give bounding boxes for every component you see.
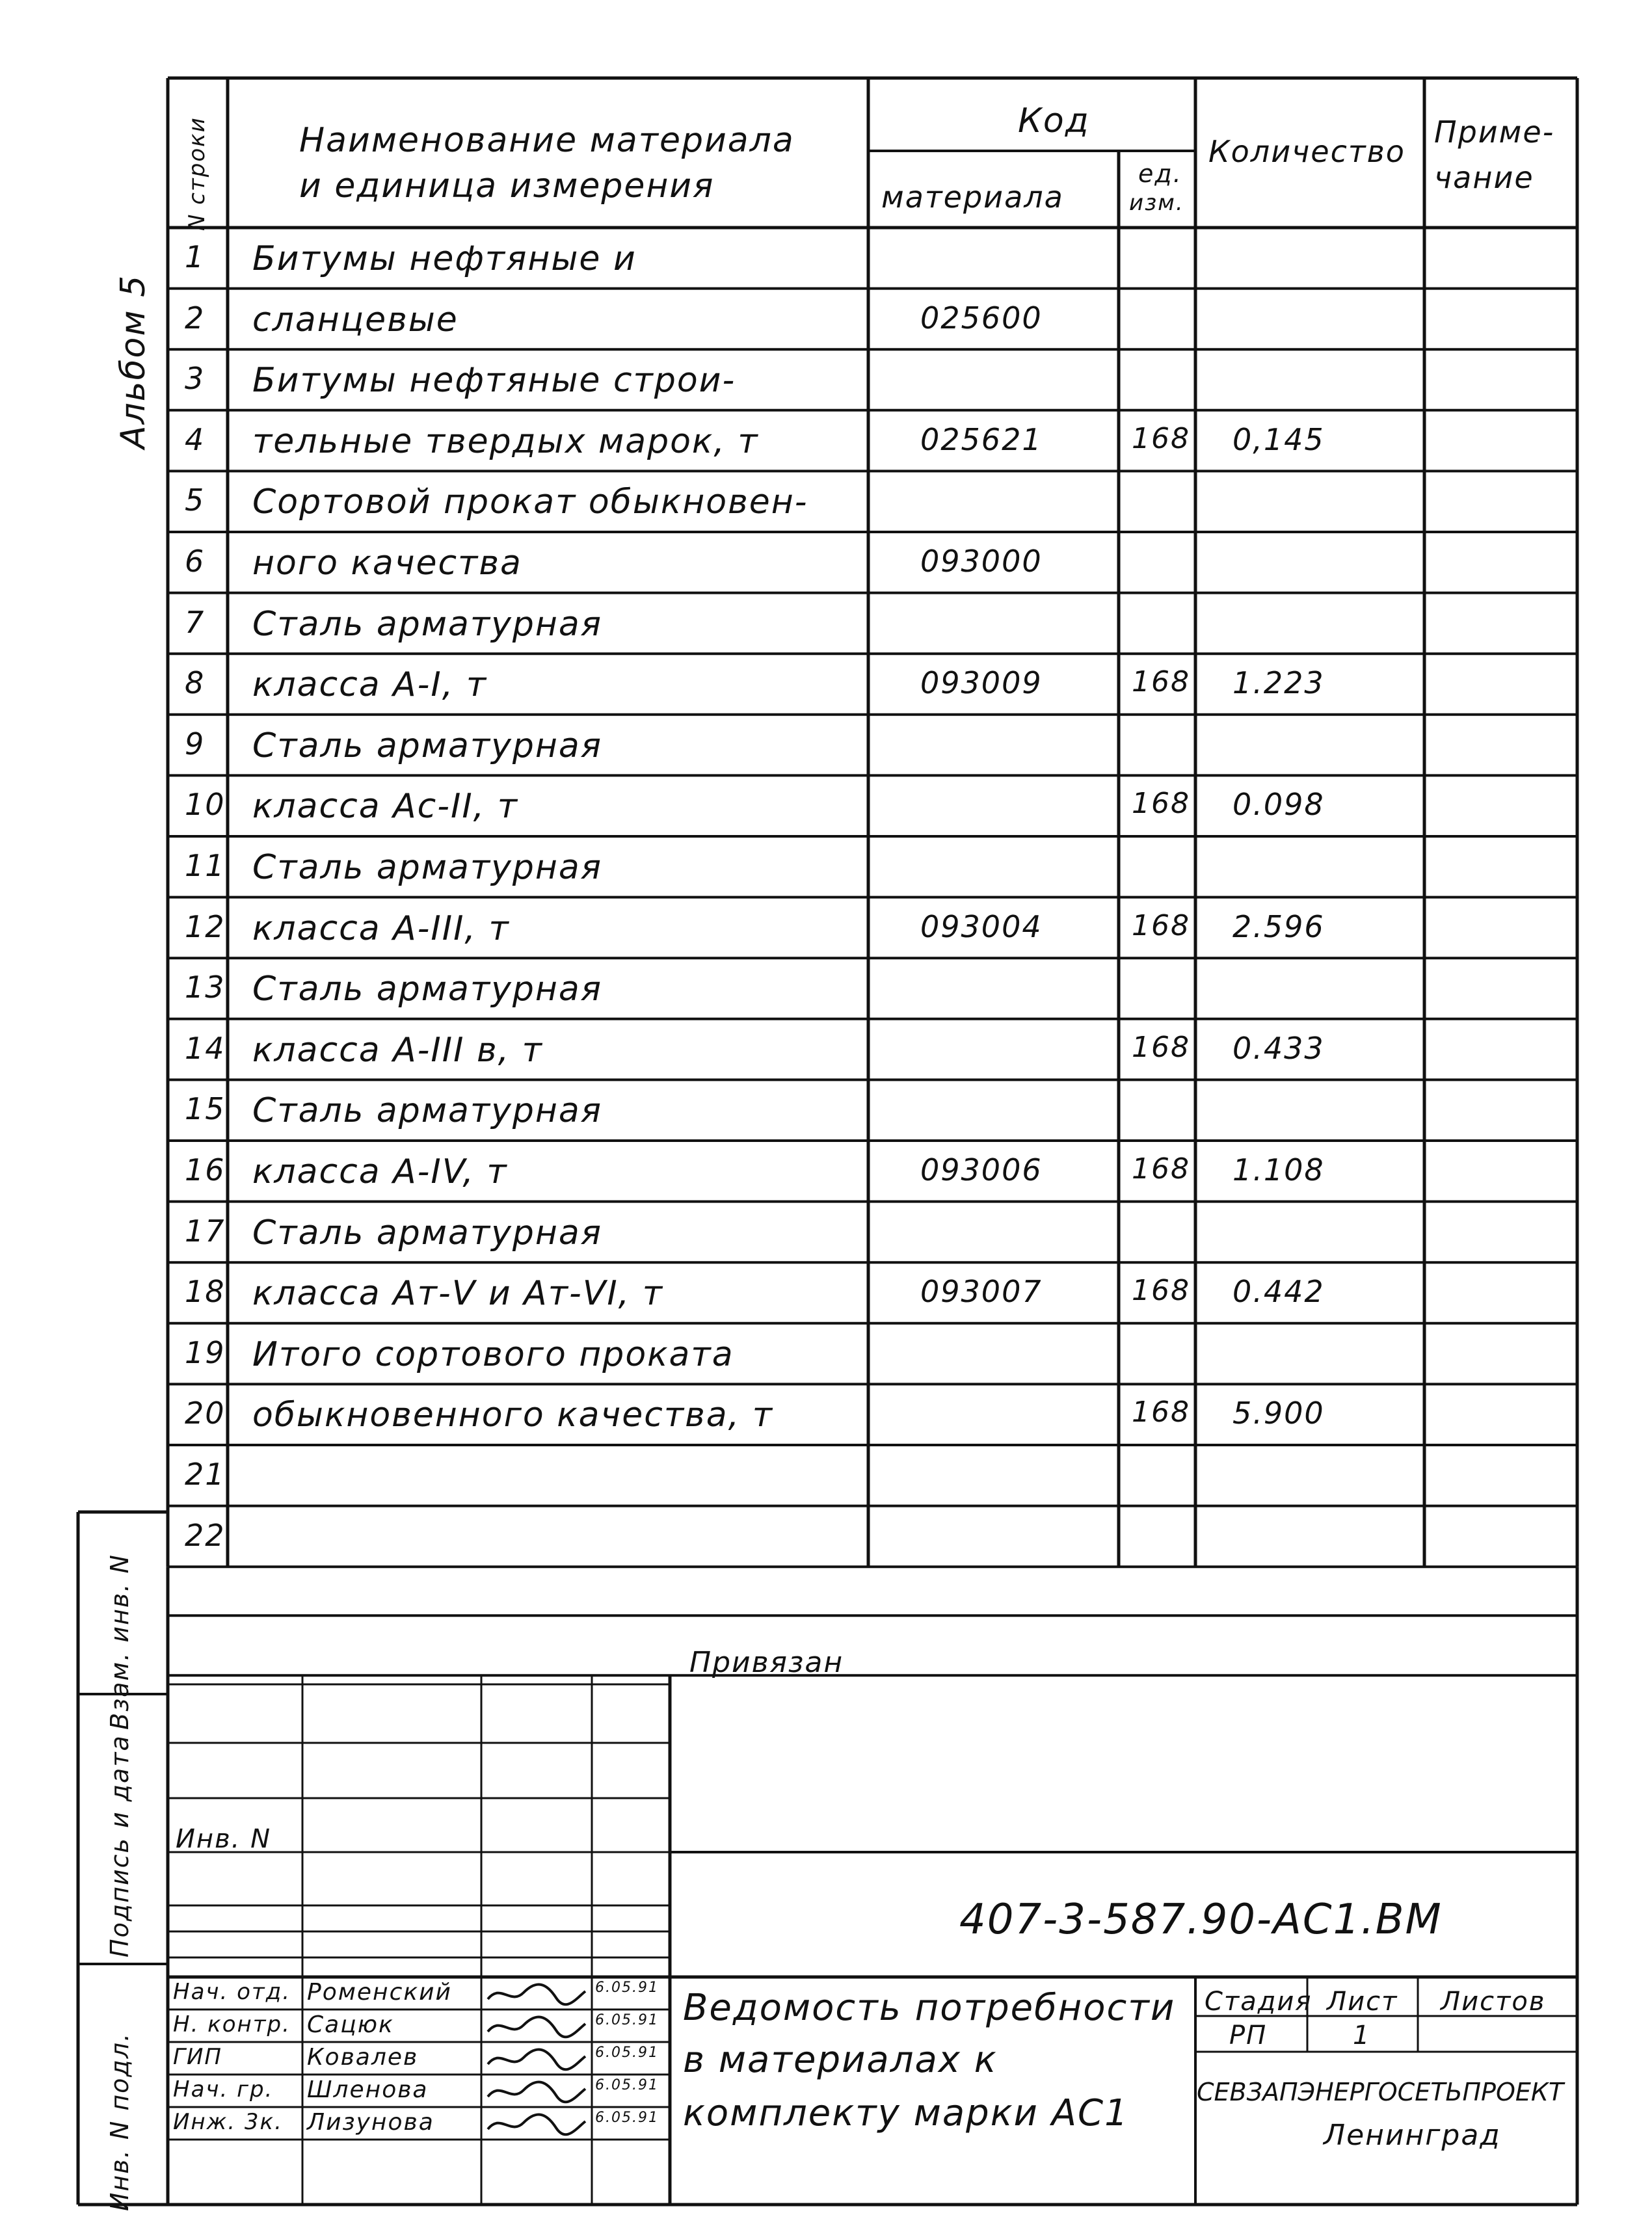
row-quantity: 1.223	[1232, 665, 1325, 701]
row-quantity: 2.596	[1232, 908, 1325, 944]
row-number: 8	[185, 665, 206, 701]
signer-date: 6.05.91	[595, 2045, 659, 2061]
row-quantity: 1.108	[1232, 1152, 1325, 1187]
row-material-name: Сталь арматурная	[252, 604, 603, 644]
row-material-name: класса Ат-V и Ат-VI, т	[252, 1274, 664, 1314]
row-number: 3	[185, 361, 206, 397]
document-code: 407-3-587.90-АС1.ВМ	[959, 1896, 1443, 1944]
signer-date: 6.05.91	[595, 1980, 659, 1996]
signer-role: Н. контр.	[173, 2011, 291, 2037]
row-number: 17	[185, 1213, 226, 1249]
row-number: 10	[185, 787, 226, 823]
row-number: 13	[185, 970, 226, 1005]
row-material-name: обыкновенного качества, т	[252, 1396, 774, 1435]
signature-mark	[485, 1980, 589, 2009]
row-material-name: Итого сортового проката	[252, 1334, 734, 1374]
row-number: 21	[185, 1457, 226, 1492]
row-number: 9	[185, 726, 206, 762]
row-unit-code: 168	[1132, 1396, 1190, 1429]
row-material-name: класса А-III в, т	[252, 1030, 543, 1070]
row-material-name: Сталь арматурная	[252, 848, 603, 887]
signer-role: ГИП	[173, 2044, 222, 2070]
header-note-line2: чание	[1434, 160, 1534, 195]
header-quantity: Количество	[1208, 134, 1406, 169]
side-label-podpis: Подпись и дата	[105, 1734, 134, 1957]
header-name-line1: Наименование материала	[299, 121, 795, 160]
header-code-group: Код	[1018, 101, 1090, 140]
row-material-code: 093004	[920, 908, 1043, 944]
row-material-name: класса А-III, т	[252, 908, 510, 948]
row-number: 15	[185, 1091, 226, 1127]
header-note-line1: Приме-	[1434, 114, 1555, 150]
row-material-code: 093006	[920, 1152, 1043, 1187]
row-material-name: класса А-IV, т	[252, 1152, 508, 1191]
signature-mark	[485, 2077, 589, 2107]
signer-role: Нач. отд.	[173, 1979, 291, 2005]
row-unit-code: 168	[1132, 787, 1190, 821]
row-material-name: Сталь арматурная	[252, 726, 603, 765]
row-number: 16	[185, 1152, 226, 1187]
signer-name: Шленова	[307, 2076, 429, 2103]
row-number: 20	[185, 1396, 226, 1431]
signer-name: Сацюк	[307, 2011, 394, 2038]
organization-city: Ленинград	[1324, 2119, 1501, 2152]
header-name-line2: и единица измерения	[299, 166, 715, 206]
signer-role: Инж. 3к.	[173, 2109, 283, 2135]
row-material-code: 025621	[920, 421, 1043, 457]
header-code-material: материала	[881, 179, 1064, 215]
signature-mark	[485, 2012, 589, 2042]
row-unit-code: 168	[1132, 1030, 1190, 1064]
row-unit-code: 168	[1132, 1152, 1190, 1186]
row-number: 14	[185, 1030, 226, 1066]
side-label-vzam: Взам. инв. N	[105, 1554, 134, 1730]
stamp-title-line3: комплекту марки АС1	[683, 2092, 1129, 2134]
stamp-title-line2: в материалах к	[683, 2039, 998, 2081]
row-quantity: 5.900	[1232, 1396, 1325, 1431]
row-number: 12	[185, 908, 226, 944]
row-material-name: Сортовой прокат обыкновен-	[252, 483, 808, 522]
row-material-name: Битумы нефтяные строи-	[252, 361, 736, 401]
inv-n-label: Инв. N	[176, 1824, 271, 1854]
privyazan-label: Привязан	[689, 1646, 844, 1679]
header-unit-line1: ед.	[1138, 159, 1182, 188]
row-material-name: класса А-I, т	[252, 665, 488, 705]
row-quantity: 0.433	[1232, 1030, 1325, 1066]
row-unit-code: 168	[1132, 1274, 1190, 1308]
row-quantity: 0.442	[1232, 1274, 1325, 1310]
row-unit-code: 168	[1132, 665, 1190, 699]
stage-label: Стадия	[1205, 1987, 1312, 2017]
row-number: 22	[185, 1517, 226, 1553]
signature-mark	[485, 2045, 589, 2075]
row-material-name: Сталь арматурная	[252, 1091, 603, 1131]
header-unit-line2: изм.	[1129, 190, 1184, 216]
signer-name: Роменский	[307, 1979, 452, 2006]
row-material-name: сланцевые	[252, 300, 459, 339]
signer-date: 6.05.91	[595, 2110, 659, 2126]
header-row-number: N строки	[184, 116, 210, 231]
organization-name: СЕВЗАПЭНЕРГОСЕТЬПРОЕКТ	[1197, 2078, 1564, 2106]
sheet-label: Лист	[1327, 1987, 1398, 2017]
side-label-inv-podl: Инв. N подл.	[105, 2032, 134, 2211]
row-material-name: Битумы нефтяные и	[252, 239, 637, 278]
row-unit-code: 168	[1132, 421, 1190, 455]
row-unit-code: 168	[1132, 908, 1190, 942]
row-number: 4	[185, 421, 206, 457]
stage-value: РП	[1229, 2021, 1268, 2050]
row-number: 18	[185, 1274, 226, 1310]
sheet-value: 1	[1353, 2021, 1371, 2050]
row-material-code: 093009	[920, 665, 1043, 701]
stamp-title-line1: Ведомость потребности	[683, 1987, 1176, 2029]
row-number: 2	[185, 300, 206, 336]
row-material-name: тельные твердых марок, т	[252, 421, 759, 461]
row-number: 7	[185, 604, 206, 640]
row-material-code: 093000	[920, 544, 1043, 579]
row-number: 6	[185, 544, 206, 579]
signature-mark	[485, 2110, 589, 2140]
signer-name: Лизунова	[307, 2109, 434, 2136]
row-quantity: 0,145	[1232, 421, 1325, 457]
album-label: Альбом 5	[114, 274, 153, 449]
row-material-name: Сталь арматурная	[252, 970, 603, 1009]
row-material-code: 093007	[920, 1274, 1043, 1310]
row-number: 11	[185, 848, 226, 883]
row-material-name: ного качества	[252, 544, 522, 583]
sheets-label: Листов	[1441, 1987, 1546, 2017]
signer-date: 6.05.91	[595, 2012, 659, 2028]
row-material-name: класса Ас-II, т	[252, 787, 519, 827]
row-number: 1	[185, 239, 206, 274]
signer-role: Нач. гр.	[173, 2076, 274, 2102]
row-quantity: 0.098	[1232, 787, 1325, 823]
row-number: 5	[185, 483, 206, 518]
row-number: 19	[185, 1334, 226, 1370]
row-material-name: Сталь арматурная	[252, 1213, 603, 1253]
signer-date: 6.05.91	[595, 2077, 659, 2093]
row-material-code: 025600	[920, 300, 1043, 336]
signer-name: Ковалев	[307, 2044, 419, 2071]
